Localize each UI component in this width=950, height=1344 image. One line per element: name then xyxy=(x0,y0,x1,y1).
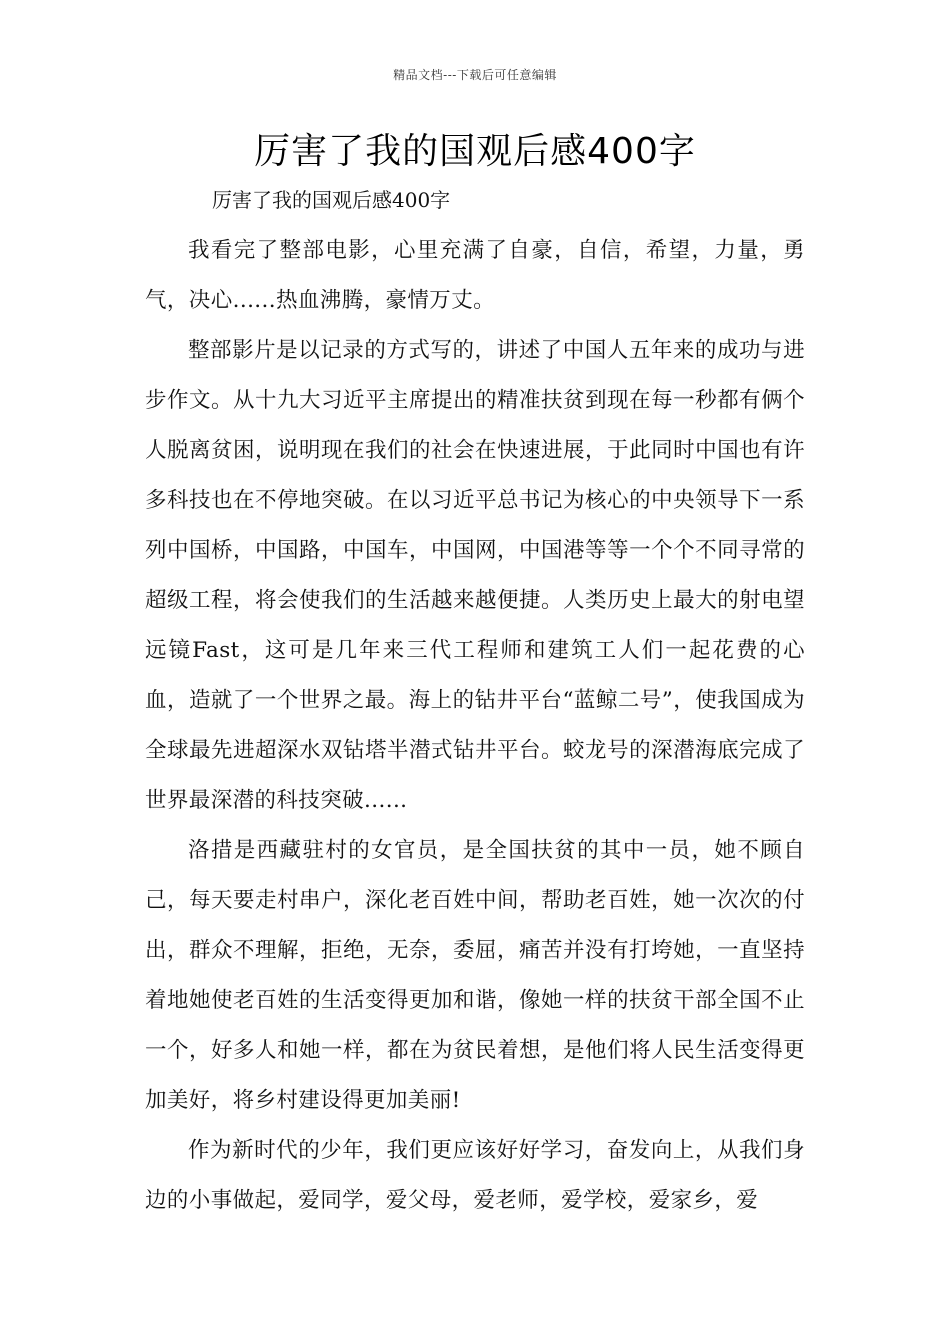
paragraph: 作为新时代的少年，我们更应该好好学习，奋发向上，从我们身边的小事做起，爱同学，爱父母，爱老师，爱学校，爱家乡，爱 xyxy=(145,1138,805,1213)
header-note: 精品文档---下载后可任意编辑 xyxy=(393,68,557,82)
paragraph: 洛措是西藏驻村的女官员，是全国扶贫的其中一员，她不顾自己，每天要走村串户，深化老百姓中间，帮助老百姓，她一次次的付出，群众不理解，拒绝，无奈，委屈，痛苦并没有打垮她，一直坚持着地她使老百姓的生活变得更加和谐，像她一样的扶贫干部全国不止一个，好多人和她一样，都在为贫民着想，是他们将人民生活变得更加美好，将乡村建设得更加美丽! xyxy=(145,838,805,1113)
document-subtitle: 厉害了我的国观后感400字 xyxy=(212,188,451,212)
paragraph: 我看完了整部电影，心里充满了自豪，自信，希望，力量，勇气，决心......热血沸腾，豪情万丈。 xyxy=(145,238,805,313)
document-title: 厉害了我的国观后感400字 xyxy=(254,131,696,172)
paragraph: 整部影片是以记录的方式写的，讲述了中国人五年来的成功与进步作文。从十九大习近平主席提出的精准扶贫到现在每一秒都有俩个人脱离贫困，说明现在我们的社会在快速进展，于此同时中国也有许多科技也在不停地突破。在以习近平总书记为核心的中央领导下一系列中国桥，中国路，中国车，中国网，中国港等等一个个不同寻常的超级工程，将会使我们的生活越来越便捷。人类历史上最大的射电望远镜Fast，这可是几年来三代工程师和建筑工人们一起花费的心血，造就了一个世界之最。海上的钻井平台“蓝鲸二号”，使我国成为全球最先进超深水双钻塔半潜式钻井平台。蛟龙号的深潜海底完成了世界最深潜的科技突破...... xyxy=(145,338,805,813)
document-body xyxy=(145,226,805,1226)
